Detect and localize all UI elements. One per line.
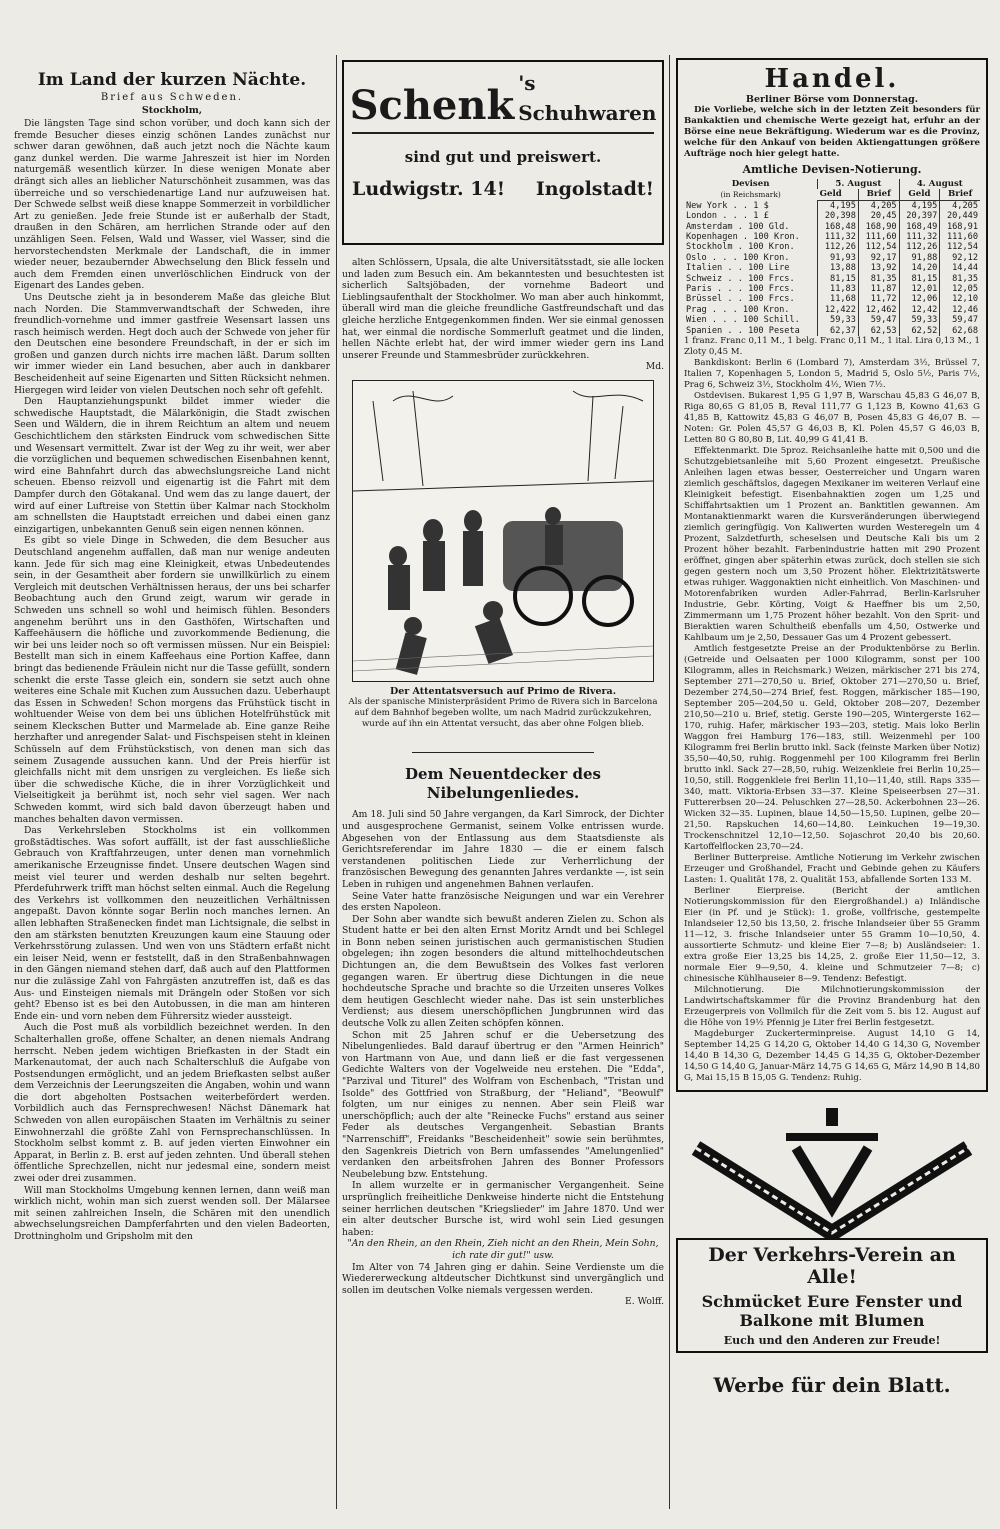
photo-illustration xyxy=(353,381,653,681)
rate-cell: 14,20 xyxy=(899,263,940,273)
rate-cell: 91,88 xyxy=(899,253,940,263)
paragraph: Amtlich festgesetzte Preise an der Produktenbörse zu Berlin. (Getreide und Oelsaaten per 1000 Kilogramm, sonst per 100 Kilogramm, alles in Reichsmark.) Weizen, märkischer 271 bis 274, September 271—270,50 u. Brief, Oktober 271—270,50 u. Brief, Dezember 274,50—274 Brief, fest. Roggen, märkischer 185—190, September 205—204,50 u. Geld, Oktober 208—207, Dezember 210,50—210 u. Brief, stetig. Gerste 190—205, Wintergerste 162—170, ruhig. Hafer, märkischer 193—203, stetig. Mais loko Berlin Waggon frei Hamburg 176—183, still. Weizenmehl per 100 Kilogramm frei Berlin brutto inkl. Sack (feinste Marken über Notiz) 35,50—40,50, ruhig. Roggenmehl per 100 Kilogramm frei Berlin brutto inkl. Sack 27—28,50, ruhig. Weizenkleie frei Berlin 10,25—10,50, still. Roggenkleie frei Berlin 11,10—11,40, still. Raps 335—340, matt. Viktoria-Erbsen 33—37. Kleine Speiseerbsen 27—31. Futtererbsen 20—24. Peluschken 27—28,50. Ackerbohnen 23—26. Wicken 32—35. Lupinen, blaue 14,50—15,50. Lupinen, gelbe 20—21,50. Rapskuchen 14,60—14,80. Leinkuchen 19—19,30. Trockenschnitzel 12,10—12,50. Sojaschrot 20,40 bis 20,60. Kartoffelflocken 23,70—24. xyxy=(684,644,980,853)
verkehrsverein-ad xyxy=(676,1238,988,1353)
rate-cell: 168,91 xyxy=(940,222,980,232)
rate-cell: 4,205 xyxy=(858,200,899,211)
rate-cell: 111,32 xyxy=(899,232,940,242)
rate-cell: 112,54 xyxy=(940,242,980,252)
date-header-2: 4. August xyxy=(899,179,980,189)
devisen-row xyxy=(684,294,980,304)
devisen-row xyxy=(684,274,980,284)
rate-cell: 112,54 xyxy=(858,242,899,252)
devisen-title: Amtliche Devisen-Notierung. xyxy=(742,163,922,176)
paragraph: Den Hauptanziehungspunkt bildet immer wieder die schwedische Hauptstadt, die Mälarkönigin, die Stadt zwischen Seen und Wäldern, die in ihrem Reichtum an altem und neuem Geschichtlichem den stärksten Eindruck vom schwedischen Sitte und Wesensart vermittelt. Zwar ist der Weg zu ihr weit, wer aber die vorzüglichen und bequemen schwedischen Eisenbahnen kennt, wird eine Bahnfahrt durch das abwechslungsreiche Land nicht scheuen. Ebenso reizvoll und eigenartig ist die Fahrt mit dem Dampfer durch den Götakanal. Und wem das zu lange dauert, der wird auf einer Luftreise von Stettin über Kalmar nach Stockholm am schnellsten die Hauptstadt erreichen und dabei einen ganz einzigartigen, unbekannten Genuß sein eigen nennen können. xyxy=(14,396,330,535)
commerce-title: Handel. xyxy=(764,64,900,94)
rate-cell: 12,42 xyxy=(899,305,940,315)
rate-cell: 168,49 xyxy=(899,222,940,232)
currency-name: Spanien . . 100 Peseta xyxy=(686,325,800,336)
paragraph: Die längsten Tage sind schon vorüber, und doch kann sich der fremde Besucher dieses einzig schönen Landes zunächst nur schwer daran gewöhnen, daß auch jetzt noch die Nächte kaum ganz dunkel werden. Die warme Jahreszeit ist hier im Norden naturgemäß wesentlich kürzer. In diese wenigen Monate aber drängt sich alles an lieblicher Naturschönheit zusammen, was das überreiche und so verschiedenartige Land nur aufzuweisen hat. Der Schwede selbst weiß diese knappe Sommerzeit in vorbildlicher Art zu genießen. Jede freie Stunde ist er außerhalb der Stadt, draußen in den Schären, am herrlichen Strande oder auf den unzähligen Seen. Felsen, Wald und Wasser, viel Wasser, sind die hervorstechendsten Merkmale der Landschaft, die in immer wieder neuer, bezaubernder Abwechselung den Blick fesseln und auch dem Fremden einen unverlöschlichen Eindruck von der Eigenart des Landes geben. xyxy=(14,118,330,292)
currency-name: Schweiz . . 100 Frcs. xyxy=(686,273,795,284)
ad-line-3: Balkone mit Blumen xyxy=(739,1311,925,1331)
commerce-intro: Die Vorliebe, welche sich in der letzten Zeit besonders für Bankaktien und chemische Werte gezeigt hat, erfuhr an der Börse eine neue Bekräftigung. Wiederum war es die Provinz, welche für den Ankauf von beiden Aktiengattungen größere Aufträge noch hier gelegt hatte. xyxy=(684,105,980,159)
devisen-row xyxy=(684,211,980,221)
paragraph: Ostdevisen. Bukarest 1,95 G 1,97 B, Warschau 45,83 G 46,07 B, Riga 80,65 G 81,05 B, Reval 111,77 G 1,123 B, Kowno 41,63 G 41,85 B, Kattowitz 45,83 G 46,07 B, Posen 45,83 G 46,07 B. — Noten: Gr. Polen 45,57 G 46,03 B, Kl. Polen 45,57 G 46,03 B, Letten 80 G 80,80 B, Lit. 40,99 G 41,41 B. xyxy=(684,391,980,446)
rate-cell: 12,06 xyxy=(899,294,940,304)
currency-name: Italien . . 100 Lire xyxy=(686,263,790,274)
rate-cell: 62,52 xyxy=(899,326,940,336)
paragraph: Uns Deutsche zieht ja in besonderem Maße das gleiche Blut nach Norden. Die Stammverwandtschaft der Schweden, ihre freundlich-vornehme und immer gastfreie Wesensart lassen uns rasch heimisch werden. Hegt doch auch der Schwede von jeher für den Deutschen eine besondere Freundschaft, in der er sich im großen und ganzen durch nichts irre machen läßt. Darum sollten wir immer wieder ein Land besuchen, aber auch in dankbarer Bescheidenheit auf seine Eigenarten und Sitten Rücksicht nehmen. Hiergegen wird leider von vielen Deutschen noch sehr oft gefehlt. xyxy=(14,291,330,396)
rate-cell: 59,33 xyxy=(818,315,859,325)
rate-cell: 81,35 xyxy=(858,274,899,284)
devisen-row xyxy=(684,222,980,232)
paragraph: Will man Stockholms Umgebung kennen lernen, dann weiß man wirklich nicht, wohin man sich zuerst wenden soll. Der Mälarsee mit seinen zahlreichen Inseln, die Schären mit den unendlich abwechselungsreichen Dampferfahrten und den vielen Badeorten, Drottningholm und Gripsholm mit den xyxy=(14,1184,330,1242)
paragraph: Am 18. Juli sind 50 Jahre vergangen, da Karl Simrock, der Dichter und ausgesprochene Germanist, seinem Volke entrissen wurde. Abgesehen von der Entlassung aus dem Staatsdienste als Gerichtsreferendar im Jahre 1830 — die er einem falsch verstandenen politischen Liede zur Verherrlichung der französischen Bewegung des genannten Jahres verdankte —, ist sein Leben in ruhigen und angenehmen Bahnen verlaufen. xyxy=(342,809,664,890)
rate-cell: 168,90 xyxy=(858,222,899,232)
rate-cell: 111,60 xyxy=(858,232,899,242)
column-rule-right xyxy=(669,55,670,1509)
currency-name: Oslo . . . 100 Kron. xyxy=(686,252,790,263)
left-column xyxy=(14,70,330,1243)
paragraph: Es gibt so viele Dinge in Schweden, die dem Besucher aus Deutschland angenehm auffallen, daß man nur wenige andeuten kann. Jede für sich mag eine Kleinigkeit, etwas Unbedeutendes sein, in der Gesamtheit aber fordern sie unwillkürlich zu einem Vergleich mit deutschen Verhältnissen heraus, der uns bei scharfer Beobachtung auch den Grund zeigt, warum wir gerade in Schweden uns schnell so wohl und heimisch fühlen. Besonders angenehm berührt uns in den Gasthöfen, Wirtschaften und Kaffeehäusern die höfliche und zuvorkommende Bedienung, die wir bei uns leider noch so oft vermissen müssen. Nur ein Beispiel: Bestellt man sich in einem Kaffeehaus eine Portion Kaffee, dann bringt das bedienende Fräulein nicht nur die Tasse gefüllt, sondern schenkt die erste Tasse gleich ein, sondern sie setzt auch ohne weiteres eine Schale mit Kuchen zum Aussuchen dazu. Ueberhaupt das Essen in Schweden! Schon morgens das Frühstück tischt in wohltuender Weise von dem bei uns üblichen Hotelfrühstück mit seinem Kleckschen Butter und Marmelade ab. Eine ganze Reihe herzhafter und anregender Salat- und Fischspeisen steht in kleinen Schüsseln auf dem Frühstückstisch, von denen man sich das seinem Zusagende aussuchen kann. Und der Preis hierfür ist gleichfalls nicht mit dem unsrigen zu vergleichen. Es ließe sich über die schwedische Küche, die in ihrer Vorzüglichkeit und Vielseitigkeit ja berühmt ist, noch sehr viel sagen. Wer nach Schweden kommt, wird sich bald davon überzeugt haben und manches behalten davon vermissen. xyxy=(14,535,330,825)
paragraph: Milchnotierung. Die Milchnotierungskommission der Landwirtschaftskammer für die Provinz Brandenburg hat den Erzeugerpreis von Vollmilch für die Zeit vom 5. bis 12. August auf die Höhe von 19½ Pfennig je Liter frei Berlin festgesetzt. xyxy=(684,985,980,1029)
rate-cell: 92,17 xyxy=(858,253,899,263)
geld-header: Geld xyxy=(899,189,940,200)
rate-cell: 12,462 xyxy=(858,305,899,315)
rate-cell: 12,46 xyxy=(940,305,980,315)
rate-cell: 4,195 xyxy=(818,200,859,211)
rate-cell: 11,72 xyxy=(858,294,899,304)
ad-slogan: sind gut und preiswert. xyxy=(404,148,602,166)
commerce-subtitle: Berliner Börse vom Donnerstag. xyxy=(745,94,919,105)
date-header-1: 5. August xyxy=(818,179,899,189)
devisen-row xyxy=(684,200,980,211)
continuation-text: alten Schlössern, Upsala, die alte Universitätsstadt, sie alle locken und laden zum Besuch ein. Am bekanntesten und besuchtesten ist sicherlich Saltsjöbaden, der vornehme Badeort und Lieblingsaufenthalt der Stockholmer. Wo man aber auch hinkommt, überall wird man die gleiche freundliche Gastfreundschaft und das gleiche herzliche Entgegenkommen finden. Wer sie einmal genossen hat, wer einmal die nordische Sommerluft geatmet und die linden, hellen Nächte erlebt hat, der wird immer wieder gern ins Land unserer Freunde und Stammesbrüder zurückkehren. xyxy=(342,257,664,361)
ad-brand-suffix: 's Schuhwaren xyxy=(518,71,657,125)
rate-cell: 59,33 xyxy=(899,315,940,325)
rate-cell: 92,12 xyxy=(940,253,980,263)
devisen-row xyxy=(684,232,980,242)
rate-cell: 4,205 xyxy=(940,200,980,211)
continuation-signature: Md. xyxy=(645,361,664,373)
currency-name: Kopenhagen . 100 Kron. xyxy=(686,232,800,243)
paragraph: Berliner Eierpreise. (Bericht der amtlichen Notierungskommission für den Eiergroßhandel.) a) Inländische Eier (in Pf. und je Stück): 1. große, vollfrische, gestempelte Inlandseier 12,50 bis 13,50, 2. frische Inlandseier über 55 Gramm 11—12, 3. frische Inlandseier unter 55 Gramm 10—10,50, 4. aussortierte Schmutz- und kleine Eier 7—8; b) Ausländseier: 1. extra große Eier 13,25 bis 14,25, 2. große Eier 11,50—12, 3. normale Eier 9—9,50, 4. kleine und Schmutzeier 7—8; c) chinesische Kühlhauseier 8—9. Tendenz: Befestigt. xyxy=(684,886,980,985)
paragraph: Magdeburger Zuckerterminpreise. August 14,10 G 14, September 14,25 G 14,20 G, Oktober 14,40 G 14,30 G, November 14,40 B 14,30 G, Dezember 14,45 G 14,35 G, Oktober-Dezember 14,50 G 14,40 G, Januar-März 14,75 G 14,65 G, März 14,90 B 14,80 G, Mai 15,15 B 15,05 G. Tendenz: Ruhig. xyxy=(684,1029,980,1084)
currency-name: New York . . 1 $ xyxy=(686,200,769,211)
rate-cell: 62,68 xyxy=(940,326,980,336)
ad-street: Ludwigstr. 14! xyxy=(352,178,506,200)
currency-name: Wien . . . 100 Schill. xyxy=(686,315,800,326)
rate-cell: 12,422 xyxy=(818,305,859,315)
article2-signature: E. Wolff. xyxy=(625,1296,664,1308)
rate-cell: 111,60 xyxy=(940,232,980,242)
verkehrsverein-logo xyxy=(676,1108,988,1238)
rate-cell: 12,01 xyxy=(899,284,940,294)
rate-cell: 59,47 xyxy=(858,315,899,325)
shoe-ad xyxy=(342,60,664,245)
news-photo xyxy=(352,380,654,682)
dateline: Stockholm, xyxy=(141,105,203,116)
paragraph: Das Verkehrsleben Stockholms ist ein vollkommen großstädtisches. Was sofort auffällt, ist der fast ausschließliche Gebrauch von Kraftfahrzeugen, unter denen man vornehmlich amerikanische Erzeugnisse findet. Unsere deutschen Wagen sind meist viel teurer und werden deshalb nur selten begehrt. Pferdefuhrwerk trifft man höchst selten einmal. Auch die Regelung des Verkehrs ist vollkommen den neuzeitlichen Verhältnissen angepaßt. Davon könnte sogar Berlin noch manches lernen. An allen lebhaften Straßenecken findet man Lichtsignale, die selbst in den am stärksten benutzten Kreuzungen kaum eine Stauung oder Verkehrsstörung zulassen. Und wen von uns Städtern erfaßt nicht ein leiser Neid, wenn er feststellt, daß in den Straßenbahnwagen in den Gängen niemand stehen darf, daß auch auf den Plattformen nur die zulässige Zahl von Fahrgästen anzutreffen ist, daß es das Aus- und Einsteigen niemals mit Drängeln oder Stoßen vor sich geht? Ebenso ist es bei den Autobussen, in die man am hinteren Ende ein- und vorn neben dem Führersitz wieder aussteigt. xyxy=(14,825,330,1022)
rate-cell: 11,68 xyxy=(818,294,859,304)
verkehrsverein-emblem xyxy=(676,1108,988,1238)
rate-cell: 11,87 xyxy=(858,284,899,294)
photo-caption: Als der spanische Ministerpräsident Primo de Rivera sich in Barcelona auf dem Bahnhof begeben wollte, um nach Madrid zurückzukehren, wurde auf ihn ein Attentat versucht, das aber ohne Folgen blieb. xyxy=(348,697,658,730)
currency-name: Stockholm . 100 Kron. xyxy=(686,242,795,253)
rate-cell: 59,47 xyxy=(940,315,980,325)
rate-cell: 12,05 xyxy=(940,284,980,294)
ad-line-2: Schmücket Eure Fenster und xyxy=(701,1292,963,1312)
devisen-table xyxy=(684,179,980,336)
currency-name: London . . . 1 £ xyxy=(686,211,769,222)
rate-cell: 20,45 xyxy=(858,211,899,221)
devisen-col-header: Devisen xyxy=(731,179,770,190)
paragraph: 1 franz. Franc 0,11 M., 1 belg. Franc 0,11 M., 1 ital. Lira 0,13 M., 1 Zloty 0,45 M. xyxy=(684,336,980,358)
rate-cell: 13,88 xyxy=(818,263,859,273)
article-subtitle: Brief aus Schweden. xyxy=(100,92,244,103)
rate-cell: 112,26 xyxy=(899,242,940,252)
footer-slogan: Werbe für dein Blatt. xyxy=(713,1373,951,1398)
devisen-row xyxy=(684,242,980,252)
rate-cell: 20,397 xyxy=(899,211,940,221)
rate-cell: 111,32 xyxy=(818,232,859,242)
rate-cell: 14,44 xyxy=(940,263,980,273)
ad-line-4: Euch und den Anderen zur Freude! xyxy=(723,1334,941,1348)
rate-cell: 91,93 xyxy=(818,253,859,263)
devisen-row xyxy=(684,305,980,315)
geld-header: Geld xyxy=(818,189,859,200)
rate-cell: 12,10 xyxy=(940,294,980,304)
devisen-col-subheader: (in Reichsmark) xyxy=(720,189,781,199)
currency-name: Paris . . . 100 Frcs. xyxy=(686,284,795,295)
rate-cell: 112,26 xyxy=(818,242,859,252)
currency-name: Prag . . . 100 Kron. xyxy=(686,304,790,315)
rate-cell: 20,449 xyxy=(940,211,980,221)
rate-cell: 81,35 xyxy=(940,274,980,284)
photo-caption-title: Der Attentatsversuch auf Primo de Rivera. xyxy=(389,686,617,698)
devisen-row xyxy=(684,315,980,325)
poem: "An den Rhein, an den Rhein, Zieh nicht an den Rhein, Mein Sohn, ich rate dir gut!" usw. xyxy=(347,1238,659,1261)
devisen-row xyxy=(684,253,980,263)
rate-cell: 4,195 xyxy=(899,200,940,211)
rate-cell: 13,92 xyxy=(858,263,899,273)
rate-cell: 11,83 xyxy=(818,284,859,294)
commerce-section xyxy=(676,58,988,1092)
paragraph: Bankdiskont: Berlin 6 (Lombard 7), Amsterdam 3½, Brüssel 7, Italien 7, Kopenhagen 5, London 5, Madrid 5, Oslo 5½, Paris 7½, Prag 6, Schweiz 3½, Stockholm 4½, Wien 7½. xyxy=(684,358,980,391)
rate-cell: 20,398 xyxy=(818,211,859,221)
rate-cell: 81,15 xyxy=(818,274,859,284)
devisen-row xyxy=(684,326,980,336)
right-column xyxy=(676,58,988,1397)
ad-line-1: Der Verkehrs-Verein an Alle! xyxy=(708,1244,956,1289)
paragraph: Schon mit 25 Jahren schuf er die Uebersetzung des Nibelungenliedes. Bald darauf übertrug er den "Armen Heinrich" von Hartmann von Aue, und dann ließ er die fast vergessenen Gedichte Walters von der Vogelweide neu erstehen. Die "Edda", "Parzival und Titurel" des Wolfram von Eschenbach, "Tristan und Isolde" des Gottfried von Straßburg, der "Heliand", "Beowulf" folgten, um nur einiges zu nennen. Aber sein Fleiß war unerschöpflich; auch der alte "Reinecke Fuchs" erstand aus seiner Feder als deutsches Vergangenheit. Sebastian Brants "Narrenschiff", Freidanks "Bescheidenheit" sowie sein berühmtes, den Sagenkreis Dietrich von Bern umfassendes "Amelungenlied" verdanken den arbeitsfrohen Jahren des Bonner Professors Neubelebung bzw. Entstehung. xyxy=(342,1029,664,1180)
rate-cell: 62,53 xyxy=(858,326,899,336)
currency-name: Amsterdam . 100 Gld. xyxy=(686,221,790,232)
column-rule-left xyxy=(336,55,337,1509)
paragraph: Auch die Post muß als vorbildlich bezeichnet werden. In den Schalterhallen große, offene Schalter, an denen niemals Andrang herrscht. Neben jedem wichtigen Briefkasten in der Stadt ein Markenautomat, der auch nach Schalterschluß die Aufgabe von Postsendungen ermöglicht, und an jedem Briefkasten selbst außer dem Verzeichnis der Leerungszeiten die Angaben, wohin und wann die dort abgeholten Postsachen weiterbefördert werden. Vorbildlich auch das Fernsprechwesen! Nächst Dänemark hat Schweden von allen europäischen Staaten im Verhältnis zu seiner Einwohnerzahl die größte Zahl von Fernsprechanschlüssen. In Stockholm selbst kommt z. B. auf jeden vierten Einwohner ein Apparat, in Berlin z. B. erst auf jeden zehnten. Und überall stehen öffentliche Sprechzellen, nicht nur jedesmal eine, sondern meist zwei oder drei zusammen. xyxy=(14,1022,330,1185)
article-title: Im Land der kurzen Nächte. xyxy=(37,70,307,90)
ad-city: Ingolstadt! xyxy=(535,178,654,200)
devisen-row xyxy=(684,284,980,294)
devisen-row xyxy=(684,263,980,273)
paragraph: Im Alter von 74 Jahren ging er dahin. Seine Verdienste um die Wiedererweckung altdeutscher Dichtkunst sind unvergänglich und sollen im deutschen Volke niemals vergessen werden. xyxy=(342,1261,664,1296)
ad-brand: Schenk xyxy=(349,82,515,129)
currency-name: Brüssel . . 100 Frcs. xyxy=(686,294,795,305)
paragraph: Effektenmarkt. Die 5proz. Reichsanleihe hatte mit 0,500 und die Schutzgebietsanleihe mit 5,60 Prozent eingesetzt. Preußische Anleihen lagen etwas besser, Oesterreicher und Ungarn waren ziemlich geschäftslos, dagegen Mexikaner im weiteren Verlauf eine Kleinigkeit befestigt. Eisenbahnaktien zogen um 1,25 und Schiffahrtsaktien um 1 Prozent an. Banktitlen gewannen. Am Montanaktienmarkt waren die Kursveränderungen überwiegend ziemlich geringfügig. Von Kaliwerten wurden Westeregeln um 4 Prozent, Salzdetfurth, scheselsen und Deutsche Kali bis um 2 Prozent höher bezahlt. Farbenindustrie hatten mit 290 Prozent eröffnet, gingen aber späterhin etwas zurück, doch stellen sie sich gegen gestern noch um 3,50 Prozent höher. Elektrizitätswerte etwas ruhiger. Waggonaktien nicht einheitlich. Von Maschinen- und Motorenfabriken wurden Adler-Fahrrad, Berlin-Karlsruher Industrie, Gebr. Körting, Voigt & Haeffner bis um 2,50, Zimmermann um 1,75 Prozent höher bezahlt. Von den Sprit- und Bieraktien waren Schultheiß ebenfalls um 4,50, Ostwerke und Kahlbaum um je 2,50, Dessauer Gas um 4 Prozent gebessert. xyxy=(684,446,980,644)
rate-cell: 62,37 xyxy=(818,326,859,336)
rate-cell: 81,15 xyxy=(899,274,940,284)
paragraph: Berliner Butterpreise. Amtliche Notierung im Verkehr zwischen Erzeuger und Großhandel, Fracht und Gebinde gehen zu Käufers Lasten: 1. Qualität 178, 2. Qualität 153, abfallende Sorten 133 M. xyxy=(684,853,980,886)
paragraph: Seine Vater hatte französische Neigungen und war ein Verehrer des ersten Napoleon. xyxy=(342,890,664,914)
brief-header: Brief xyxy=(858,189,899,200)
paragraph: Der Sohn aber wandte sich bewußt anderen Zielen zu. Schon als Student hatte er bei den alten Ernst Moritz Arndt und bei Schlegel in Bonn neben seinen juristischen auch germanistischen Studien obgelegen; ihn zogen besonders die altund mittelhochdeutschen Dichtungen an, die dem Bewußtsein des Volkes fast verloren gegangen waren. Er übertrug diese Dichtungen in die neue hochdeutsche Sprache und brachte so die Urzeiten unseres Volkes dem heutigen Geschlecht wieder nahe. Das ist sein unsterbliches Verdienst; aus diesem unerschöpflichen Jungbrunnen wird das deutsche Volk zu allen Zeiten schöpfen können. xyxy=(342,913,664,1030)
middle-column xyxy=(342,60,664,1307)
paragraph: In allem wurzelte er in germanischer Vergangenheit. Seine ursprünglich freiheitliche Denkweise hinderte nicht die Entstehung seiner herrlichen deutschen "Kriegslieder" im Jahre 1870. Und wer ein alter deutscher Bursche ist, wird wohl sein Lied gesungen haben: xyxy=(342,1180,664,1238)
rate-cell: 168,48 xyxy=(818,222,859,232)
brief-header: Brief xyxy=(940,189,980,200)
article2-title: Dem Neuentdecker des Nibelungenliedes. xyxy=(405,765,601,803)
